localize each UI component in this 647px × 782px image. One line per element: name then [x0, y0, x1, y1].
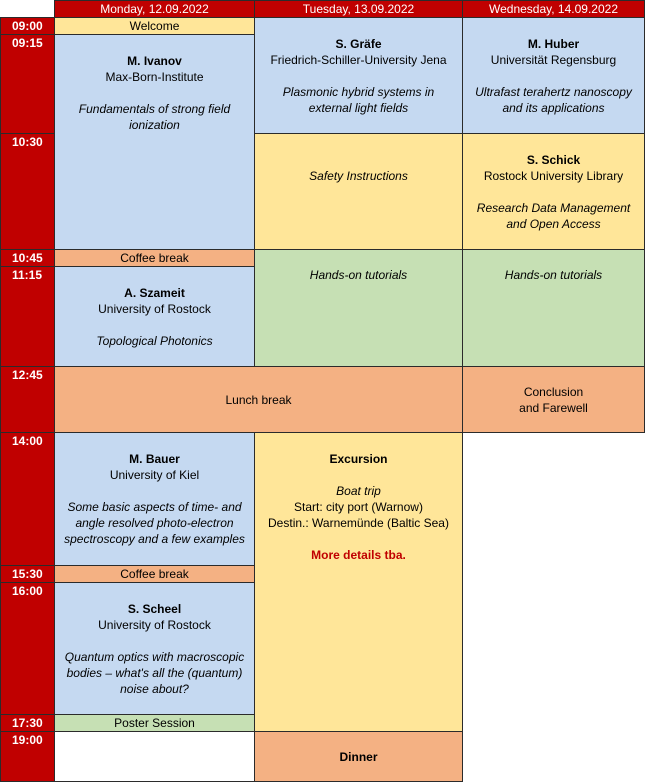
- safety-instructions-label: Safety Instructions: [309, 169, 408, 183]
- conclusion-label: Conclusion and Farewell: [519, 384, 588, 415]
- conclusion-block: [462, 366, 645, 433]
- coffee-break-block: [54, 565, 255, 583]
- talk-title: Some basic aspects of time- and angle resolved photo-electron spectroscopy and a few examples: [64, 500, 245, 546]
- talk-title: Plasmonic hybrid systems in external light fields: [282, 85, 435, 115]
- speaker-name: M. Bauer: [129, 452, 180, 466]
- speaker-name: S. Scheel: [127, 602, 182, 616]
- dinner-block: [254, 731, 463, 782]
- excursion-note: More details tba.: [311, 548, 406, 562]
- excursion-heading: Excursion: [329, 452, 388, 466]
- day-header-wednesday: Wednesday, 14.09.2022: [462, 0, 645, 18]
- time-slot: 14:00: [0, 432, 55, 566]
- speaker-affiliation: Friedrich-Schiller-University Jena: [270, 53, 447, 67]
- coffee-break-block: [54, 249, 255, 267]
- speaker-affiliation: University of Rostock: [98, 302, 211, 316]
- time-slot: 09:15: [0, 34, 55, 134]
- day-header-monday: Monday, 12.09.2022: [54, 0, 255, 18]
- speaker-affiliation: Rostock University Library: [483, 169, 624, 183]
- excursion-destination: Destin.: Warnemünde (Baltic Sea): [268, 516, 449, 530]
- talk-title: Ultrafast terahertz nanoscopy and its applications: [475, 85, 632, 115]
- speaker-name: A. Szameit: [124, 286, 185, 300]
- time-slot: 16:00: [0, 582, 55, 715]
- hands-on-tutorials-block: [462, 249, 645, 367]
- time-slot: 09:00: [0, 17, 55, 35]
- talk-scheel: [54, 582, 255, 715]
- speaker-name: M. Ivanov: [127, 54, 182, 68]
- time-slot: 19:00: [0, 731, 55, 782]
- poster-session-block: [54, 714, 255, 732]
- hands-on-tutorials-label: Hands-on tutorials: [504, 268, 603, 282]
- talk-title: Quantum optics with macroscopic bodies – what's all the (quantum) noise about?: [64, 650, 245, 696]
- lunch-break-label: Lunch break: [225, 392, 292, 407]
- talk-title: Topological Photonics: [96, 334, 213, 348]
- time-slot: 17:30: [0, 714, 55, 732]
- excursion-block: [254, 432, 463, 732]
- speaker-affiliation: University of Rostock: [98, 618, 211, 632]
- time-slot: 12:45: [0, 366, 55, 433]
- hands-on-tutorials-block: [254, 249, 463, 367]
- coffee-break-label: Coffee break: [120, 251, 189, 265]
- excursion-subtitle: Boat trip: [336, 484, 381, 498]
- hands-on-tutorials-label: Hands-on tutorials: [309, 268, 408, 282]
- talk-graefe: [254, 17, 463, 134]
- time-slot: 10:30: [0, 133, 55, 250]
- excursion-start: Start: city port (Warnow): [294, 500, 423, 514]
- talk-bauer: [54, 432, 255, 566]
- talk-szameit: [54, 266, 255, 367]
- welcome-label: Welcome: [129, 19, 180, 33]
- speaker-affiliation: Max-Born-Institute: [105, 70, 204, 84]
- talk-ivanov: [54, 34, 255, 250]
- talk-huber: [462, 17, 645, 134]
- empty-slot: [54, 731, 255, 782]
- time-slot: 10:45: [0, 249, 55, 267]
- coffee-break-label: Coffee break: [120, 567, 189, 581]
- talk-schick: [462, 133, 645, 250]
- welcome-block: [54, 17, 255, 35]
- time-slot: 11:15: [0, 266, 55, 367]
- lunch-break-block: [54, 366, 463, 433]
- poster-session-label: Poster Session: [114, 716, 195, 730]
- speaker-affiliation: University of Kiel: [109, 468, 200, 482]
- safety-instructions-block: [254, 133, 463, 250]
- talk-title: Research Data Management and Open Access: [476, 201, 631, 231]
- talk-title: Fundamentals of strong field ionization: [78, 102, 231, 132]
- speaker-name: S. Schick: [526, 153, 581, 167]
- day-header-tuesday: Tuesday, 13.09.2022: [254, 0, 463, 18]
- dinner-label: Dinner: [339, 749, 378, 764]
- speaker-name: S. Gräfe: [335, 37, 382, 51]
- time-slot: 15:30: [0, 565, 55, 583]
- speaker-affiliation: Universität Regensburg: [490, 53, 617, 67]
- speaker-name: M. Huber: [527, 37, 580, 51]
